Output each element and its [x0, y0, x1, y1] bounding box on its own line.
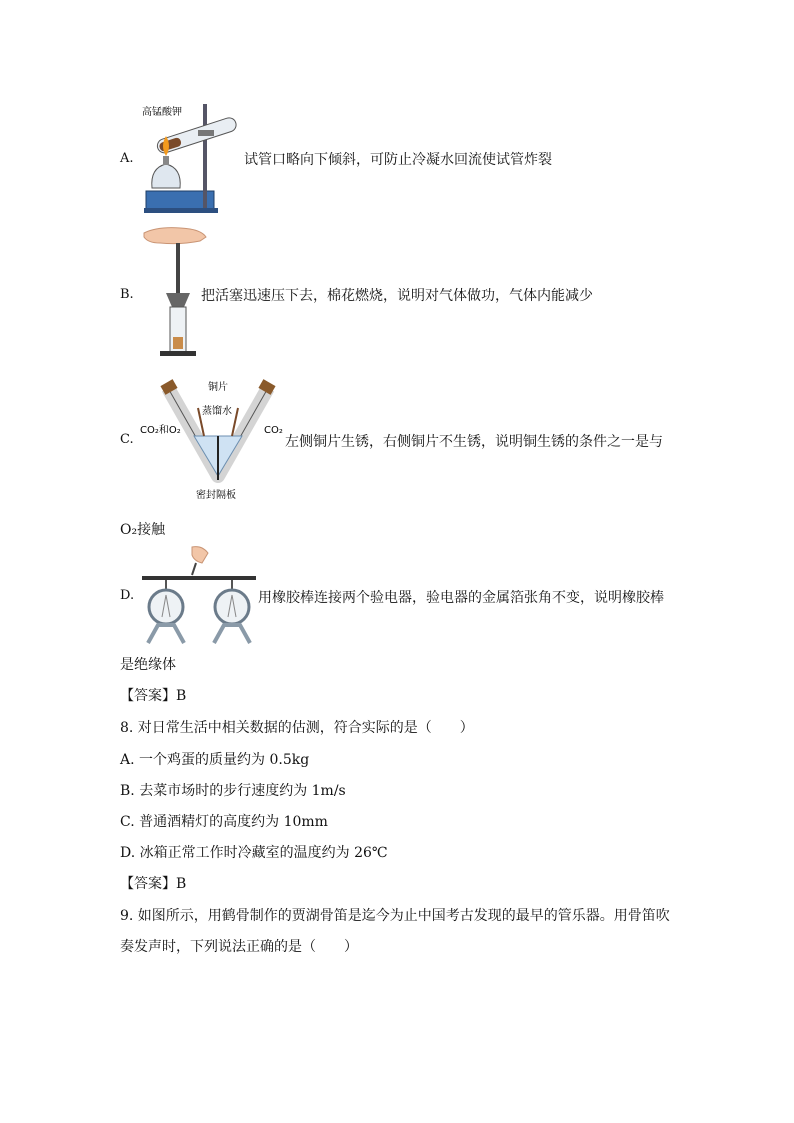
option-d-figure [140, 545, 258, 645]
right-gas-label: CO₂ [264, 425, 283, 436]
question-9-stem-line1: 9. 如图所示，用鹤骨制作的贾湖骨笛是迄今为止中国考古发现的最早的管乐器。用骨笛吹 [120, 908, 670, 924]
stand-base [144, 208, 218, 213]
option-a-text: 试管口略向下倾斜，可防止冷凝水回流使试管炸裂 [244, 152, 552, 168]
option-b-text: 把活塞迅速压下去，棉花燃烧，说明对气体做功，气体内能减少 [201, 288, 593, 304]
option-a-figure [138, 98, 242, 218]
option-c-text: 左侧铜片生锈，右侧铜片不生锈，说明铜生锈的条件之一是与 [285, 434, 663, 450]
clamp [198, 130, 214, 136]
piston-head [166, 293, 190, 307]
cylinder-base [160, 351, 196, 356]
answer-8: 【答案】B [120, 876, 187, 892]
question-8-choice-a: A. 一个鸡蛋的质量约为 0.5kg [120, 752, 310, 768]
question-8-choice-c: C. 普通酒精灯的高度约为 10mm [120, 814, 328, 830]
potassium-permanganate-label: 高锰酸钾 [142, 107, 182, 118]
question-8-choice-d: D. 冰箱正常工作时冷藏室的温度约为 26℃ [120, 845, 388, 861]
option-b-label: B. [120, 287, 134, 302]
question-8-stem: 8. 对日常生活中相关数据的估测，符合实际的是（ ） [120, 720, 474, 736]
question-9-stem-line2: 奏发声时，下列说法正确的是（ ） [120, 939, 358, 955]
answer-7: 【答案】B [120, 688, 187, 704]
copper-sheet-label: 铜片 [208, 382, 228, 393]
question-8-choice-b: B. 去菜市场时的步行速度约为 1m/s [120, 783, 346, 799]
hand [144, 228, 206, 244]
alcohol-lamp [152, 164, 180, 188]
option-a-label: A. [120, 151, 134, 166]
option-d-text-cont: 是绝缘体 [120, 657, 176, 673]
electroscope-right [214, 580, 250, 643]
distilled-water-label: 蒸馏水 [202, 406, 232, 417]
option-d-text: 用橡胶棒连接两个验电器，验电器的金属箔张角不变，说明橡胶棒 [258, 590, 664, 606]
option-b-figure [140, 225, 210, 360]
stand-rod [203, 104, 207, 208]
option-c-figure [138, 378, 288, 503]
partition-label: 密封隔板 [196, 490, 236, 501]
electroscope-left [148, 580, 184, 643]
hand [192, 547, 208, 563]
piston-rod [176, 243, 180, 293]
rubber-rod [142, 576, 256, 580]
left-gas-label: CO₂和O₂ [140, 425, 181, 436]
option-d-label: D. [120, 588, 135, 603]
option-c-text-cont: O₂接触 [120, 522, 166, 538]
option-c-label: C. [120, 432, 134, 447]
